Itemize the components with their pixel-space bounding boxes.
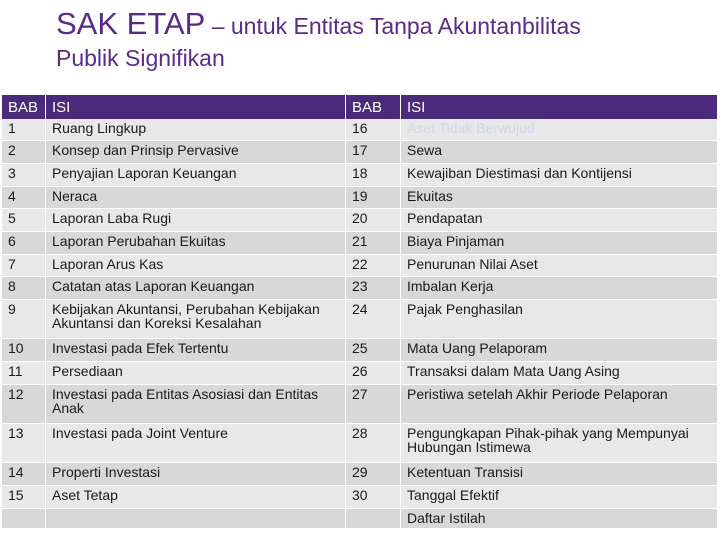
cell-isi-left: Ruang Lingkup: [46, 119, 346, 141]
cell-isi-left: [46, 509, 346, 529]
cell-isi-left: Investasi pada Entitas Asosiasi dan Entitas Anak: [46, 385, 346, 424]
cell-isi-right: Peristiwa setelah Akhir Periode Pelaporan: [401, 385, 718, 424]
cell-isi-left: Neraca: [46, 187, 346, 209]
cell-bab-left: [2, 509, 46, 529]
cell-isi-left: Laporan Perubahan Ekuitas: [46, 232, 346, 255]
cell-isi-right: Transaksi dalam Mata Uang Asing: [401, 362, 718, 385]
table-row: [2, 255, 718, 277]
cell-bab-right: 20: [346, 209, 401, 232]
cell-isi-right: Biaya Pinjaman: [401, 232, 718, 255]
cell-bab-right: 29: [346, 463, 401, 486]
cell-isi-right: Aset Tidak Berwujud: [401, 119, 718, 141]
cell-bab-right: [346, 509, 401, 529]
cell-bab-left: 11: [2, 362, 46, 385]
cell-isi-left: Kebijakan Akuntansi, Perubahan Kebijakan Akuntansi dan Koreksi Kesalahan: [46, 300, 346, 339]
table-row: [2, 164, 718, 187]
header-bab-right: BAB: [346, 95, 401, 119]
cell-bab-left: 14: [2, 463, 46, 486]
cell-bab-right: 21: [346, 232, 401, 255]
cell-bab-left: 9: [2, 300, 46, 339]
cell-isi-right: Pengungkapan Pihak-pihak yang Mempunyai Hubungan Istimewa: [401, 424, 718, 463]
cell-isi-right: Pajak Penghasilan: [401, 300, 718, 339]
page-title-line2: Publik Signifikan: [56, 45, 225, 71]
cell-bab-left: 8: [2, 277, 46, 300]
table-row: [2, 119, 718, 141]
table-row: [2, 339, 718, 362]
table-row: [2, 300, 718, 339]
cell-bab-right: 30: [346, 486, 401, 509]
title-main: SAK ETAP: [56, 6, 206, 41]
cell-bab-right: 25: [346, 339, 401, 362]
cell-bab-left: 10: [2, 339, 46, 362]
cell-isi-right: Ekuitas: [401, 187, 718, 209]
cell-isi-right: Kewajiban Diestimasi dan Kontijensi: [401, 164, 718, 187]
cell-bab-right: 22: [346, 255, 401, 277]
cell-isi-right: Mata Uang Pelaporam: [401, 339, 718, 362]
table-row: [2, 362, 718, 385]
cell-isi-right: Sewa: [401, 141, 718, 164]
table-row: [2, 209, 718, 232]
cell-isi-left: Persediaan: [46, 362, 346, 385]
cell-bab-left: 3: [2, 164, 46, 187]
table-row: [2, 424, 718, 463]
table-row: [2, 187, 718, 209]
table-row: [2, 277, 718, 300]
cell-bab-left: 6: [2, 232, 46, 255]
cell-isi-left: Investasi pada Efek Tertentu: [46, 339, 346, 362]
cell-bab-left: 13: [2, 424, 46, 463]
table-row: [2, 385, 718, 424]
cell-isi-left: Penyajian Laporan Keuangan: [46, 164, 346, 187]
cell-bab-right: 26: [346, 362, 401, 385]
cell-bab-right: 28: [346, 424, 401, 463]
cell-bab-right: 27: [346, 385, 401, 424]
chapter-table: [2, 95, 718, 529]
header-isi-right: ISI: [401, 95, 718, 119]
page-title: [56, 6, 581, 42]
cell-isi-right: Daftar Istilah: [401, 509, 718, 529]
cell-bab-right: 24: [346, 300, 401, 339]
cell-bab-left: 12: [2, 385, 46, 424]
cell-isi-left: Properti Investasi: [46, 463, 346, 486]
table-row: [2, 486, 718, 509]
cell-isi-left: Investasi pada Joint Venture: [46, 424, 346, 463]
cell-bab-left: 7: [2, 255, 46, 277]
cell-bab-left: 1: [2, 119, 46, 141]
header-bab-left: BAB: [2, 95, 46, 119]
table-row: [2, 232, 718, 255]
cell-isi-right: Imbalan Kerja: [401, 277, 718, 300]
title-subtitle: – untuk Entitas Tanpa Akuntanbilitas: [205, 13, 581, 39]
header-isi-left: ISI: [46, 95, 346, 119]
cell-bab-right: 17: [346, 141, 401, 164]
cell-isi-left: Laporan Arus Kas: [46, 255, 346, 277]
cell-isi-right: Ketentuan Transisi: [401, 463, 718, 486]
table-header-row: [2, 95, 718, 119]
cell-isi-right: Penurunan Nilai Aset: [401, 255, 718, 277]
cell-bab-right: 19: [346, 187, 401, 209]
cell-bab-left: 5: [2, 209, 46, 232]
table-row: [2, 509, 718, 529]
cell-bab-right: 16: [346, 119, 401, 141]
cell-isi-left: Catatan atas Laporan Keuangan: [46, 277, 346, 300]
cell-bab-right: 23: [346, 277, 401, 300]
cell-bab-left: 2: [2, 141, 46, 164]
table-row: [2, 141, 718, 164]
cell-isi-left: Konsep dan Prinsip Pervasive: [46, 141, 346, 164]
cell-isi-left: Laporan Laba Rugi: [46, 209, 346, 232]
cell-isi-right: Tanggal Efektif: [401, 486, 718, 509]
table-row: [2, 463, 718, 486]
cell-isi-right: Pendapatan: [401, 209, 718, 232]
cell-bab-left: 4: [2, 187, 46, 209]
cell-bab-right: 18: [346, 164, 401, 187]
cell-isi-left: Aset Tetap: [46, 486, 346, 509]
cell-bab-left: 15: [2, 486, 46, 509]
